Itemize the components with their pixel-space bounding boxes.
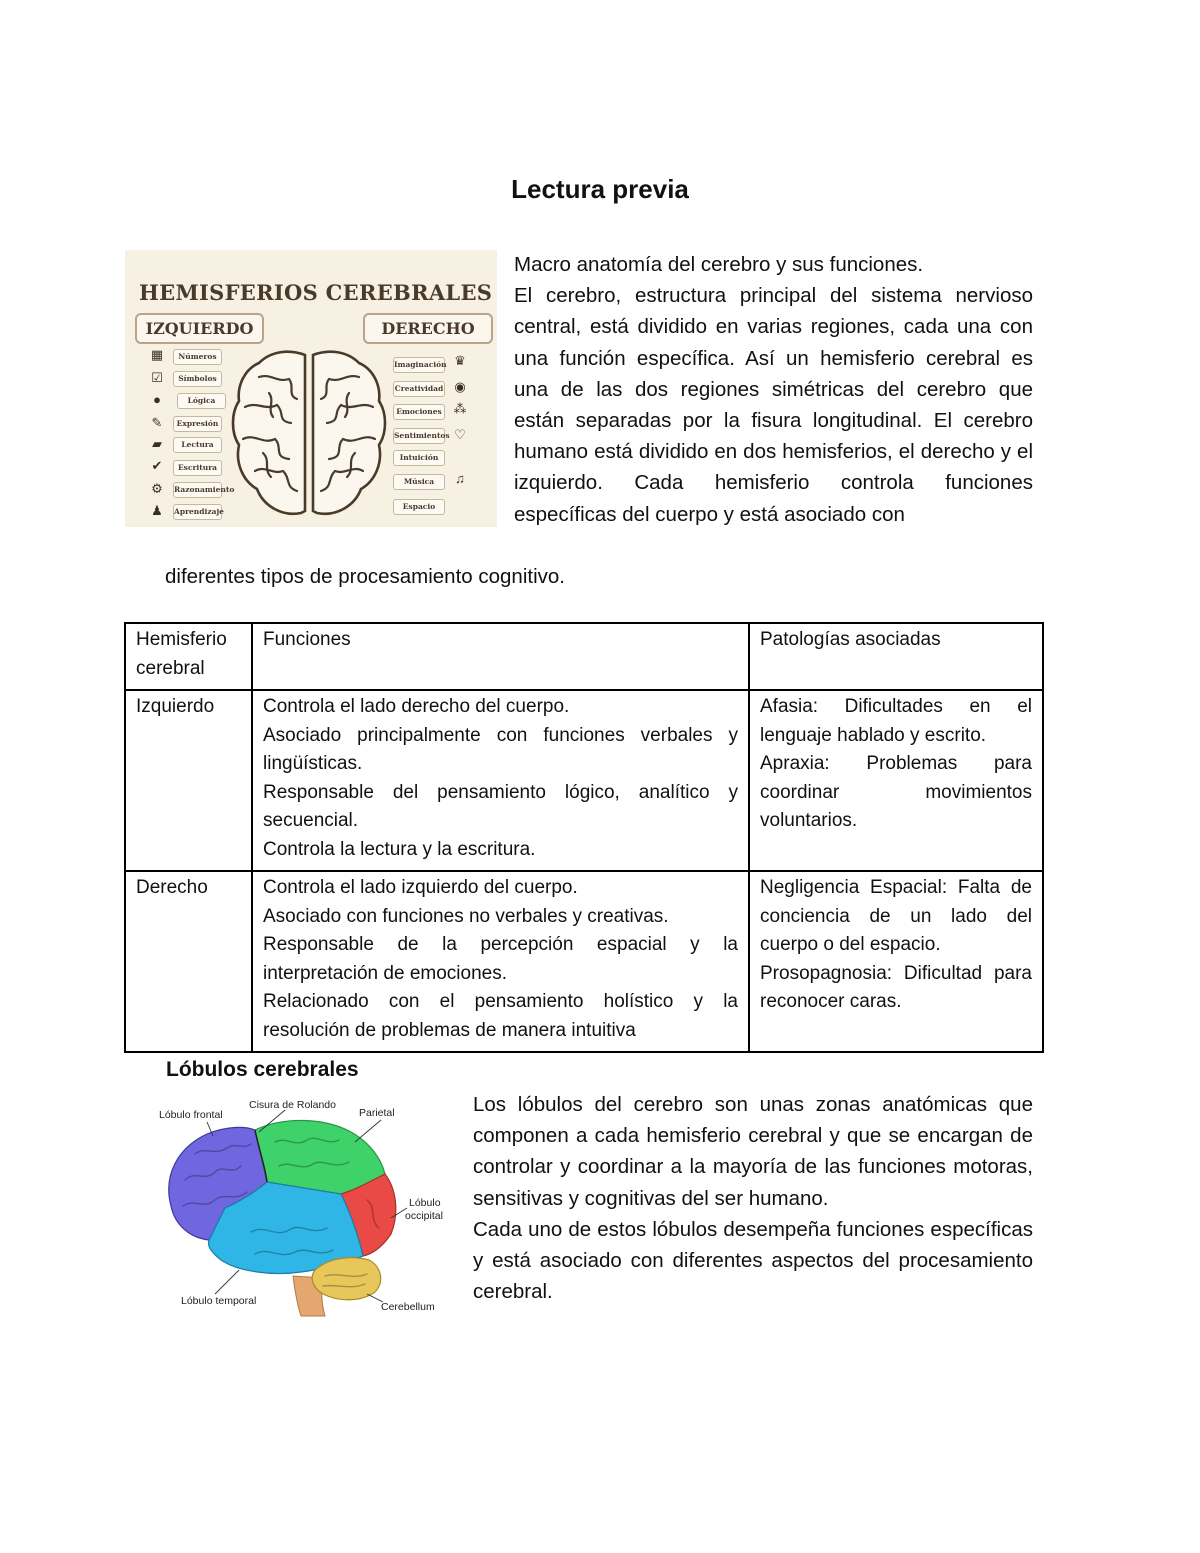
label-occipital-1: Lóbulo	[409, 1197, 441, 1209]
pen-icon: ✔	[151, 458, 163, 473]
row-hemisphere: Derecho	[125, 871, 252, 1052]
calculator-icon: ▦	[150, 347, 164, 362]
palette-icon: ◉	[454, 379, 466, 394]
music-icon: ♫	[455, 471, 465, 486]
function-item: Controla el lado izquierdo del cuerpo.	[263, 877, 578, 898]
label-frontal: Lóbulo frontal	[159, 1109, 223, 1121]
lobes-paragraph	[473, 1089, 1033, 1307]
expression-icon: ✎	[151, 415, 163, 430]
right-item: Intuición	[393, 450, 445, 466]
row-functions	[252, 871, 749, 1052]
learning-icon: ♟	[151, 503, 163, 518]
crown-icon: ♛	[454, 353, 466, 368]
left-item: Lectura	[173, 437, 222, 453]
row-hemisphere: Izquierdo	[125, 690, 252, 871]
row-pathologies	[749, 690, 1043, 871]
header-hemisphere: Hemisferio cerebral	[125, 623, 252, 690]
intro-paragraph	[514, 249, 1033, 530]
right-item: Emociones	[393, 404, 445, 420]
right-item: Música	[393, 474, 445, 490]
book-icon: ▰	[152, 436, 162, 451]
row-functions	[252, 690, 749, 871]
logic-icon: ●	[153, 392, 161, 407]
lobes-text: Cada uno de estos lóbulos desempeña funciones específicas y está asociado con diferentes aspectos del procesamiento cerebral.	[473, 1217, 1033, 1304]
left-item: Razonamiento	[173, 482, 222, 498]
function-item: Controla la lectura y la escritura.	[263, 838, 536, 860]
left-item: Símbolos	[173, 371, 222, 387]
page-title: Lectura previa	[511, 174, 689, 204]
header-functions: Funciones	[252, 623, 749, 690]
pathology-item: Negligencia Espacial: Falta de conciencia de un lado del cuerpo o del espacio.	[760, 877, 1032, 955]
brain-lobes-diagram	[155, 1090, 460, 1322]
right-item: Creatividad	[393, 381, 445, 397]
intro-last-line: diferentes tipos de procesamiento cognitivo.	[165, 565, 565, 588]
hemispheres-table	[124, 622, 1044, 1053]
pathology-item: Afasia: Dificultades en el lenguaje hablado y escrito.	[760, 696, 1032, 746]
label-occipital-2: occipital	[405, 1210, 443, 1222]
right-item: Espacio	[393, 499, 445, 515]
function-item: Asociado principalmente con funciones verbales y lingüísticas.	[263, 724, 738, 774]
table-header-row	[125, 623, 1043, 690]
hemispheres-infographic	[125, 250, 497, 527]
infographic-heading: HEMISFERIOS CEREBRALES	[139, 280, 493, 305]
left-item: Números	[173, 349, 222, 365]
label-temporal: Lóbulo temporal	[181, 1295, 257, 1307]
pathology-item: Prosopagnosia: Dificultad para reconocer caras.	[760, 962, 1032, 1012]
intro-subtitle: Macro anatomía del cerebro y sus funciones.	[514, 253, 924, 276]
brain-illustration	[229, 347, 389, 523]
left-item: Aprendizaje	[173, 504, 222, 520]
function-item: Responsable del pensamiento lógico, analítico y secuencial.	[263, 781, 738, 831]
lobes-text: Los lóbulos del cerebro son unas zonas anatómicas que componen a cada hemisferio cerebral y que se encargan de controlar y coordinar a la mayoría de las funciones motoras, sensitivas y cognitivas del ser humano.	[473, 1093, 1033, 1210]
label-cerebellum: Cerebellum	[381, 1301, 435, 1313]
lobes-heading: Lóbulos cerebrales	[166, 1058, 359, 1081]
left-item: Escritura	[173, 460, 222, 476]
emotions-icon: ⁂	[453, 401, 467, 416]
left-item: Expresión	[173, 416, 222, 432]
row-pathologies	[749, 871, 1043, 1052]
checkbox-icon: ☑	[151, 370, 163, 385]
left-hemisphere-label: IZQUIERDO	[135, 313, 264, 344]
right-item: Imaginación	[393, 357, 445, 373]
function-item: Asociado con funciones no verbales y creativas.	[263, 905, 669, 927]
label-rolando: Cisura de Rolando	[249, 1099, 336, 1111]
function-item: Responsable de la percepción espacial y la interpretación de emociones.	[263, 934, 738, 984]
right-item: Sentimientos	[393, 428, 445, 444]
header-pathologies: Patologías asociadas	[749, 623, 1043, 690]
pathology-item: Apraxia: Problemas para coordinar movimientos voluntarios.	[760, 753, 1032, 831]
left-item: Lógica	[177, 393, 226, 409]
intro-text: El cerebro, estructura principal del sistema nervioso central, está dividido en varias regiones, cada una con una función específica. Así un hemisferio cerebral es una de las dos regiones simétricas del cerebro que están separadas por la fisura longitudinal. El cerebro humano está dividido en dos hemisferios, el derecho y el izquierdo. Cada hemisferio controla funciones específicas del cuerpo y está asociado con	[514, 284, 1033, 526]
function-item: Controla el lado derecho del cuerpo.	[263, 696, 570, 717]
label-parietal: Parietal	[359, 1107, 395, 1119]
heart-icon: ♡	[454, 427, 466, 442]
reasoning-icon: ⚙	[151, 481, 163, 496]
table-row	[125, 871, 1043, 1052]
right-hemisphere-label: DERECHO	[363, 313, 493, 344]
function-item: Relacionado con el pensamiento holístico y la resolución de problemas de manera intuitiva	[263, 991, 738, 1041]
table-row	[125, 690, 1043, 871]
